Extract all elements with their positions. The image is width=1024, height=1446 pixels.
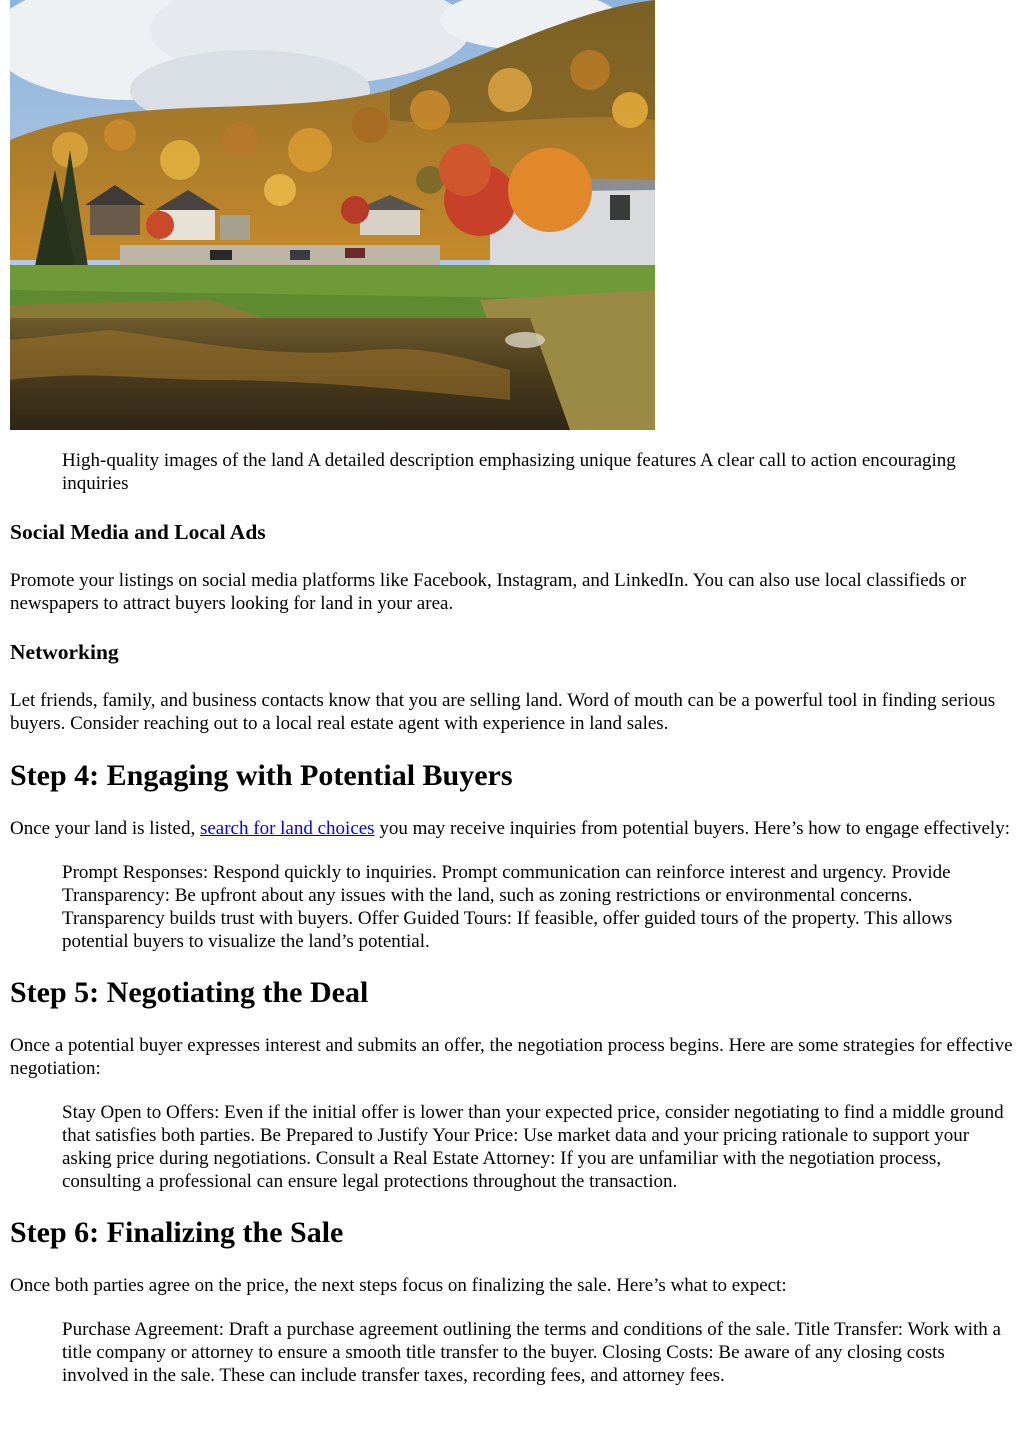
networking-paragraph: Let friends, family, and business contacts know that you are selling land. Word of mouth can be a powerful tool in finding serious buyers. Consider reaching out to a local real estate agent with experience in land sales. — [10, 690, 996, 734]
step5-heading: Step 5: Negotiating the Deal — [10, 976, 369, 1009]
step6-list: Purchase Agreement: Draft a purchase agreement outlining the terms and conditions of the sale. Title Transfer: Work with a title company or attorney to ensure a smooth title transfer to the buyer. Closing Costs: Be aware of any closing costs involved in the sale. These can include transfer taxes, recording fees, and attorney fees. — [62, 1319, 1001, 1386]
step4-paragraph — [10, 817, 1014, 840]
step4-text-after: you may receive inquiries from potential buyers. Here’s how to engage effectively: — [374, 818, 1010, 839]
step6-heading: Step 6: Finalizing the Sale — [10, 1216, 344, 1249]
step4-text-before: Once your land is listed, — [10, 818, 200, 839]
marketing-checklist: High-quality images of the land A detailed description emphasizing unique features A clear call to action encouraging inquiries — [62, 450, 956, 494]
step4-heading: Step 4: Engaging with Potential Buyers — [10, 759, 513, 792]
networking-heading: Networking — [10, 640, 119, 664]
step4-list: Prompt Responses: Respond quickly to inquiries. Prompt communication can reinforce interest and urgency. Provide Transparency: Be upfront about any issues with the land, such as zoning restrictions or environmental concerns. Transparency builds trust with buyers. Offer Guided Tours: If feasible, offer guided tours of the property. This allows potential buyers to visualize the land’s potential. — [62, 862, 953, 952]
social-media-heading: Social Media and Local Ads — [10, 520, 266, 544]
search-land-link[interactable]: search for land choices — [199, 818, 375, 839]
step5-paragraph: Once a potential buyer expresses interest and submits an offer, the negotiation process begins. Here are some strategies for effective negotiation: — [10, 1035, 1013, 1079]
step6-paragraph: Once both parties agree on the price, the next steps focus on finalizing the sale. Here’s what to expect: — [10, 1275, 787, 1296]
step5-list: Stay Open to Offers: Even if the initial offer is lower than your expected price, consider negotiating to find a middle ground that satisfies both parties. Be Prepared to Justify Your Price: Use market data and your pricing rationale to support your asking price during negotiations. Consult a Real Estate Attorney: If you are unfamiliar with the negotiation process, consulting a professional can ensure legal protections throughout the transaction. — [62, 1102, 1004, 1192]
social-media-paragraph: Promote your listings on social media platforms like Facebook, Instagram, and LinkedIn. You can also use local classifieds or newspapers to attract buyers looking for land in your area. — [10, 570, 967, 614]
autumn-landscape-photo — [10, 0, 655, 430]
article — [10, 0, 1014, 1387]
